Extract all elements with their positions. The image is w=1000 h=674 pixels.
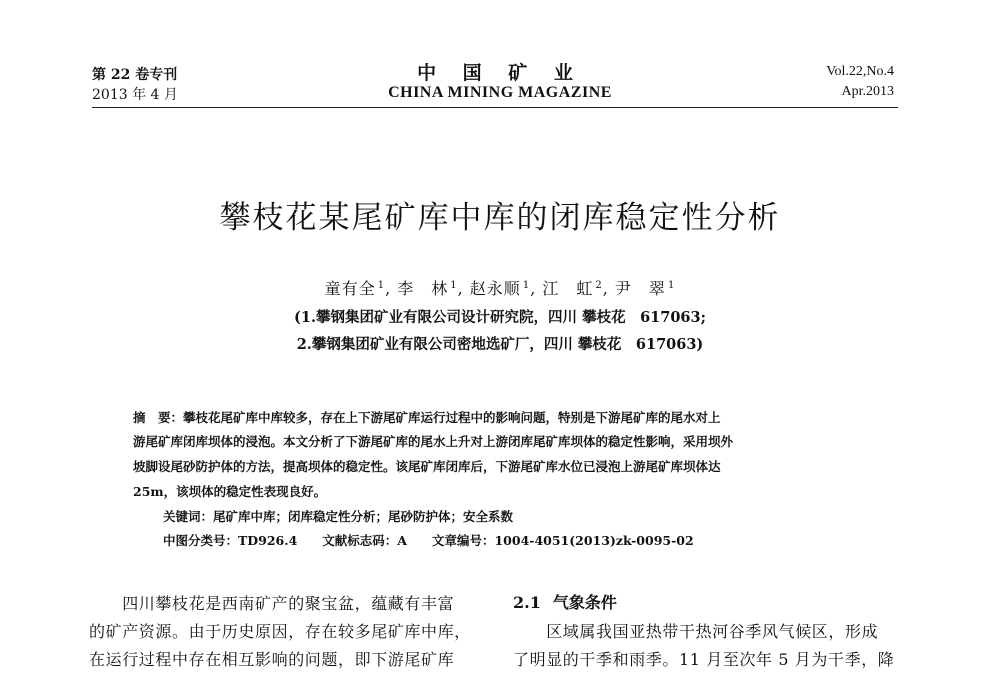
- author-name: 尹 翠: [614, 279, 666, 298]
- author-name: 童有全: [324, 279, 376, 298]
- affiliation-line: 2.攀钢集团矿业有限公司密地选矿厂，四川 攀枝花 617063): [296, 336, 704, 353]
- classification-info: 中图分类号：TD926.4 文献标志码：A 文章编号：1004-4051(2013)zk-0095-02: [163, 533, 694, 548]
- journal-name-cn: 中 国 矿 业: [417, 62, 583, 84]
- author-affiliation-mark: 1: [667, 279, 676, 291]
- author-name: 李 林: [397, 279, 449, 298]
- author-affiliation-mark: 2: [595, 279, 603, 291]
- section-number: 2.1: [513, 593, 541, 612]
- body-text-line: 四川攀枝花是西南矿产的聚宝盆，蕴藏有丰富: [89, 594, 455, 613]
- author-name: 江 虹: [542, 279, 594, 298]
- author-affiliation-mark: 1: [450, 279, 458, 291]
- date-label-cn: 2013 年 4 月: [92, 87, 178, 103]
- section-title: 气象条件: [552, 593, 617, 612]
- date-label-en: Apr.2013: [841, 84, 894, 99]
- author-affiliation-mark: 1: [377, 279, 386, 291]
- author-name: 赵永顺: [469, 279, 521, 298]
- volume-label-en: Vol.22,No.4: [826, 64, 894, 79]
- author-list: 童有全 $^1$, 李 林 $^1$, 赵永顺 $^1$, 江 虹 $^2$, 尹 翠 $^1$: [324, 279, 676, 298]
- abstract-line: 25m，该坝体的稳定性表现良好。: [133, 484, 327, 499]
- header-divider: [92, 107, 898, 108]
- abstract-line: 坡脚设尾砂防护体的方法，提高坝体的稳定性。该尾矿库闭库后，下游尾矿库水位已浸泡上游尾矿库坝体达: [133, 459, 721, 474]
- author-affiliation-mark: 1: [522, 279, 531, 291]
- body-text-line: 在运行过程中存在相互影响的问题，即下游尾矿库: [89, 650, 455, 669]
- affiliation-line: (1.攀钢集团矿业有限公司设计研究院，四川 攀枝花 617063;: [294, 309, 706, 326]
- abstract-line: 摘 要：攀枝花尾矿库中库较多，存在上下游尾矿库运行过程中的影响问题，特别是下游尾矿库的尾水对上: [133, 410, 721, 425]
- body-text-line: 了明显的干季和雨季。11 月至次年 5 月为干季，降: [513, 650, 895, 669]
- body-text-line: 区域属我国亚热带干热河谷季风气候区，形成: [513, 622, 879, 641]
- body-text-line: 的矿产资源。由于历史原因，存在较多尾矿库中库，: [89, 622, 471, 641]
- keywords: 关键词：尾矿库中库；闭库稳定性分析；尾砂防护体；安全系数: [163, 509, 514, 524]
- abstract-line: 游尾矿库闭库坝体的浸泡。本文分析了下游尾矿库的尾水上升对上游闭库尾矿库坝体的稳定性影响，采用坝外: [133, 434, 734, 449]
- article-title: 攀枝花某尾矿库中库的闭库稳定性分析: [219, 200, 781, 236]
- journal-name-en: CHINA MINING MAGAZINE: [388, 84, 612, 101]
- volume-label-cn: 第 22 卷专刊: [92, 67, 178, 83]
- section-heading: [513, 590, 629, 613]
